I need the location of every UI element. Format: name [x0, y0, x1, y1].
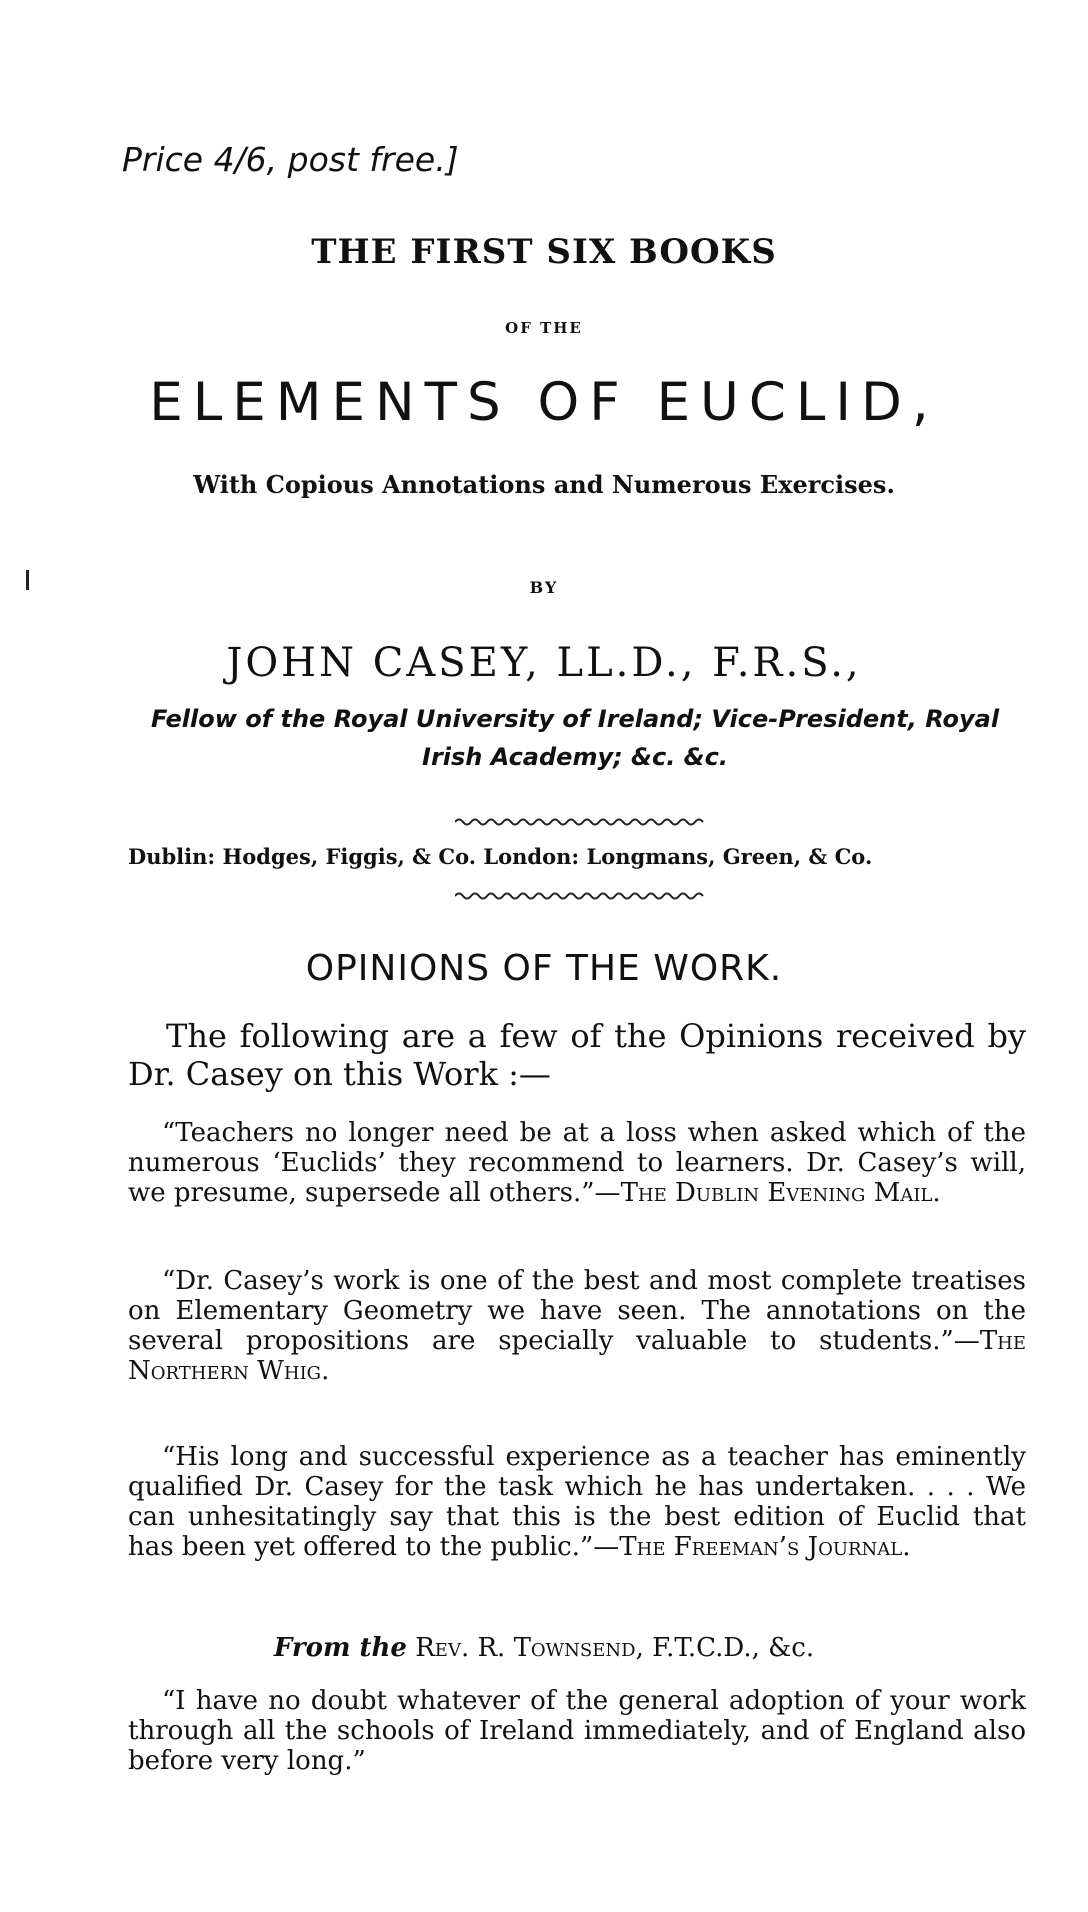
byline-by: BY [529, 578, 559, 597]
quote-source: The Northern Whig. [128, 1326, 1026, 1386]
scan-mark [26, 570, 29, 590]
quote-townsend: “I have no doubt whatever of the general adoption of your work through all the schools of Ireland immediately, and of England also before very long.” [128, 1686, 1026, 1776]
quote-northern-whig [128, 1266, 1026, 1386]
opinions-heading: OPINIONS OF THE WORK. [305, 948, 783, 989]
book-title: ELEMENTS OF EUCLID, [149, 372, 939, 433]
quote-freemans-journal [128, 1442, 1026, 1562]
author-affiliation: Fellow of the Royal University of Ireland; Vice-President, Royal Irish Academy; &c. &c. [150, 705, 1000, 771]
quote-text: “Teachers no longer need be at a loss when asked which of the numerous ‘Euclids’ they recommend to learners. Dr. Casey’s will, we presume, supersede all others.”— [128, 1118, 1026, 1208]
opinions-intro: The following are a few of the Opinions received by Dr. Casey on this Work :— [128, 1017, 1026, 1093]
from-name: Rev. R. Townsend [415, 1633, 636, 1663]
price-note: Price 4/6, post free.] [122, 140, 459, 179]
quote-source: The Freeman’s Journal. [619, 1532, 911, 1562]
quote-text: “His long and successful experience as a teacher has eminently qualified Dr. Casey for the task which he has undertaken. . . . We can unhesitatingly say that this is the best edition of Euclid that has been yet offered to the public.”— [128, 1442, 1026, 1562]
book-of-the: OF THE [505, 319, 583, 337]
book-subtitle: With Copious Annotations and Numerous Exercises. [193, 470, 895, 499]
publishers-line: Dublin: Hodges, Figgis, & Co. London: Longmans, Green, & Co. [128, 844, 873, 869]
wavy-rule-bottom [455, 891, 705, 901]
from-prefix: From the [273, 1633, 407, 1663]
quote-text: “Dr. Casey’s work is one of the best and most complete treatises on Elementary Geometry we have seen. The annotations on the several propositions are specially valuable to students.”— [128, 1266, 1026, 1356]
quote-source: The Dublin Evening Mail. [620, 1178, 941, 1208]
from-suffix: , F.T.C.D., &c. [635, 1633, 815, 1663]
author-name: JOHN CASEY, LL.D., F.R.S., [226, 640, 862, 686]
testimonial-attribution [0, 1633, 1088, 1663]
quote-dublin-evening-mail [128, 1118, 1026, 1208]
wavy-rule-top [455, 817, 705, 827]
book-series-title: THE FIRST SIX BOOKS [311, 232, 777, 272]
